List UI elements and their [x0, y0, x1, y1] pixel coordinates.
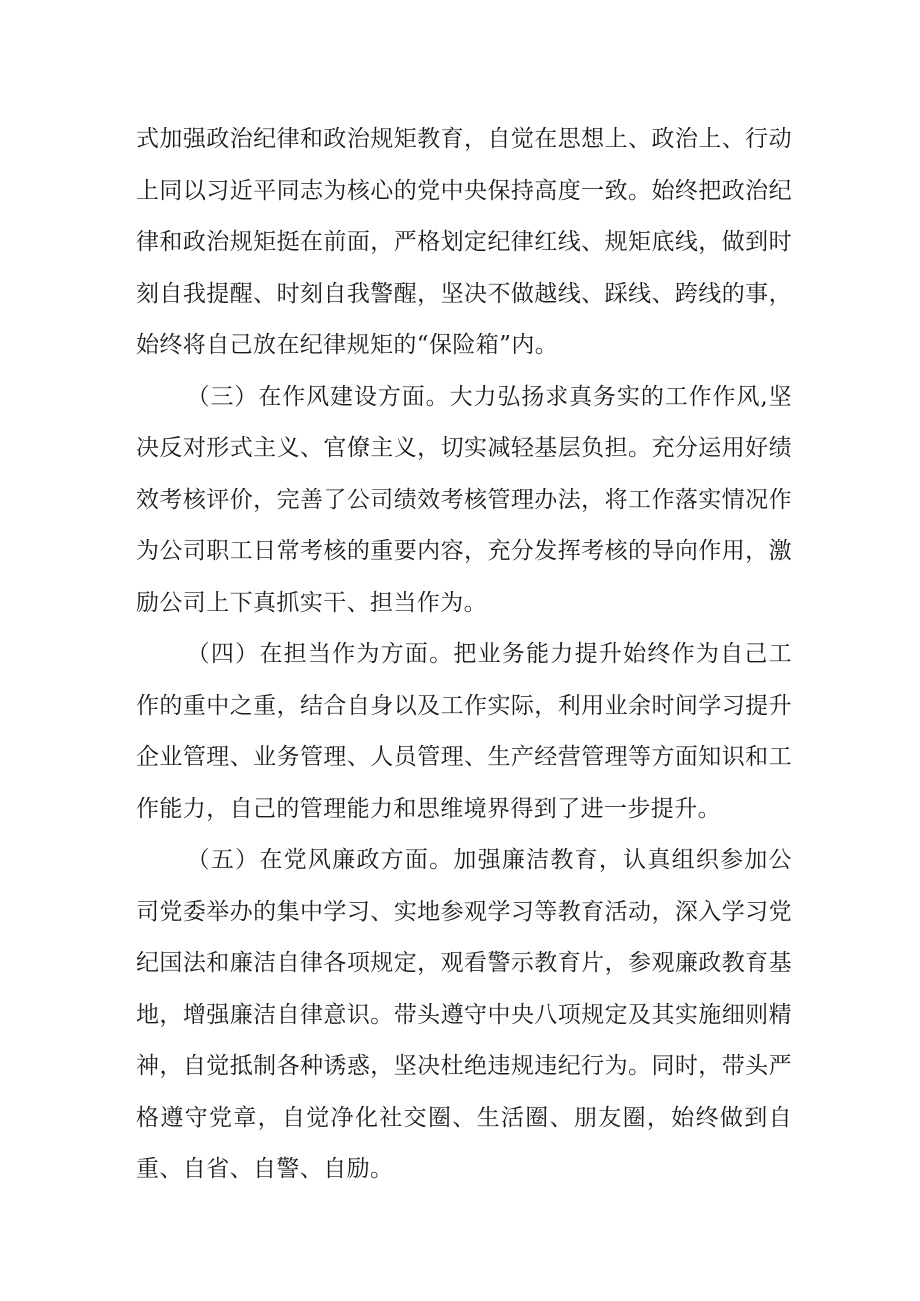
paragraph-continued: 式加强政治纪律和政治规矩教育，自觉在思想上、政治上、行动上同以习近平同志为核心的党中央保持高度一致。始终把政治纪律和政治规矩挺在前面，严格划定纪律红线、规矩底线，做到时刻自我提醒、时刻自我警醒，坚决不做越线、踩线、跨线的事，始终将自己放在纪律规矩的“保险箱”内。	[136, 126, 792, 358]
paragraph-work-style: （三）在作风建设方面。大力弘扬求真务实的工作作风,坚决反对形式主义、官僚主义，切实减轻基层负担。充分运用好绩效考核评价，完善了公司绩效考核管理办法，将工作落实情况作为公司职工日常考核的重要内容，充分发挥考核的导向作用，激励公司上下真抓实干、担当作为。	[136, 383, 792, 616]
paragraph-responsibility: （四）在担当作为方面。把业务能力提升始终作为自己工作的重中之重，结合自身以及工作实际，利用业余时间学习提升企业管理、业务管理、人员管理、生产经营管理等方面知识和工作能力，自己的管理能力和思维境界得到了进一步提升。	[136, 641, 792, 822]
paragraph-integrity: （五）在党风廉政方面。加强廉洁教育，认真组织参加公司党委举办的集中学习、实地参观学习等教育活动，深入学习党纪国法和廉洁自律各项规定，观看警示教育片，参观廉政教育基地，增强廉洁自律意识。带头遵守中央八项规定及其实施细则精神，自觉抵制各种诱惑，坚决杜绝违规违纪行为。同时，带头严格遵守党章，自觉净化社交圈、生活圈、朋友圈，始终做到自重、自省、自警、自励。	[136, 847, 792, 1182]
document-body	[136, 114, 792, 1196]
